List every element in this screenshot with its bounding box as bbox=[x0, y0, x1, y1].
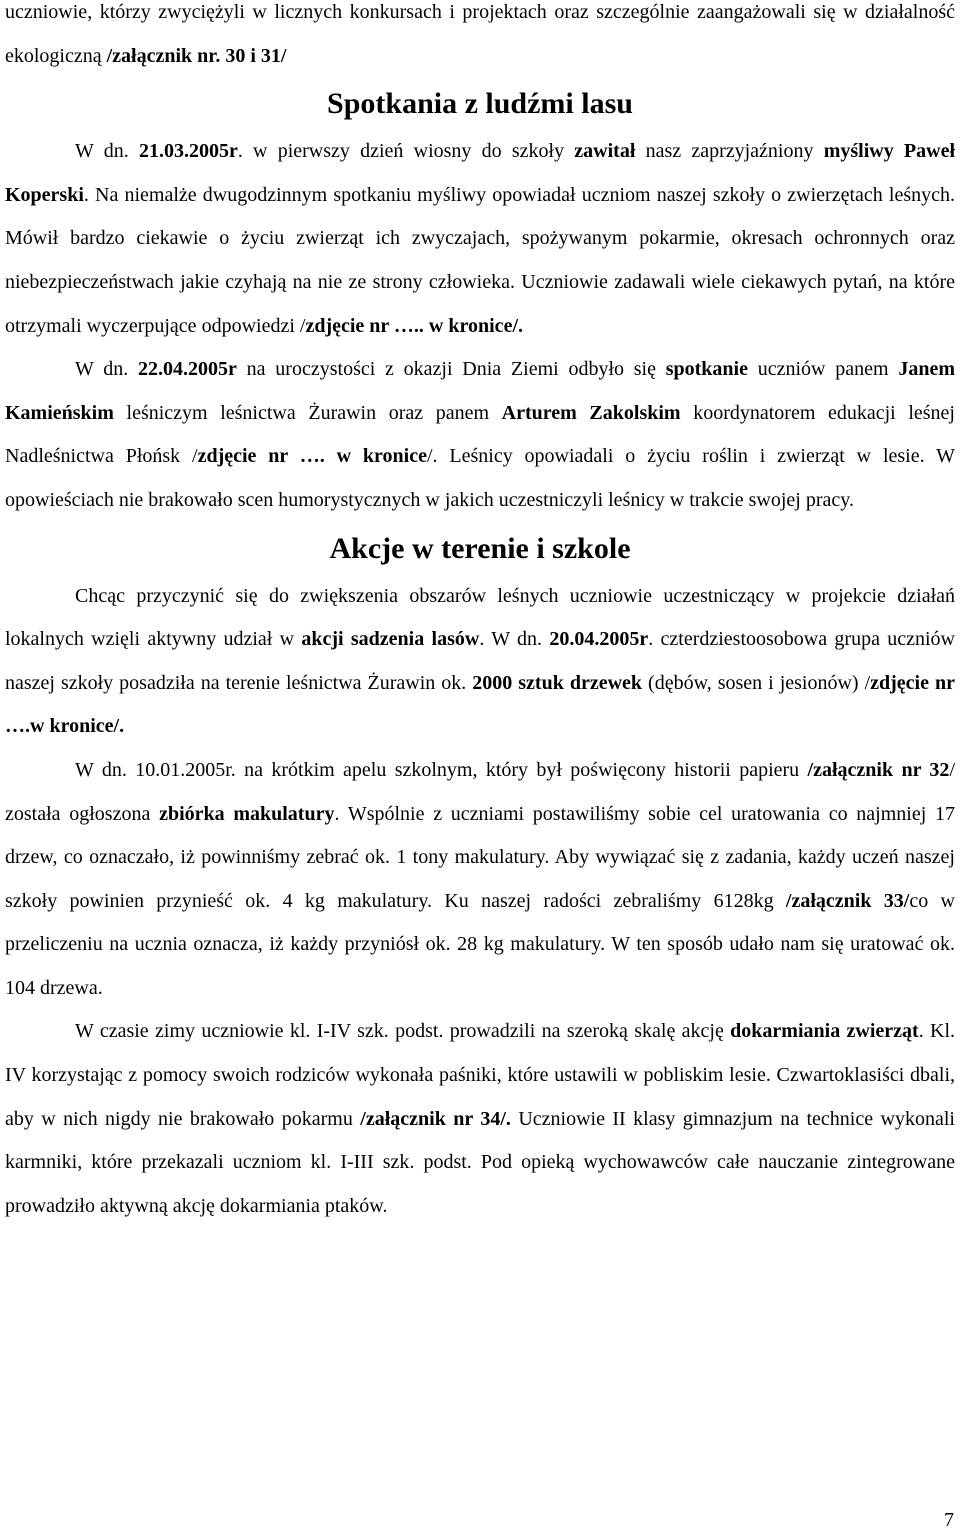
paragraph-animal-feeding bbox=[5, 1010, 955, 1228]
text-run: Chcąc przyczynić się do zwiększenia obszarów leśnych uczniowie uczestniczący w projekcie działań lokalnych wzięli aktywny udział w bbox=[5, 584, 955, 651]
date-bold: 22.04.2005r bbox=[138, 358, 237, 381]
bold-run: 2000 sztuk drzewek bbox=[472, 671, 643, 694]
date-bold: 21.03.2005r bbox=[138, 140, 238, 163]
section-heading-field-actions: Akcje w terenie i szkole bbox=[329, 531, 631, 565]
photo-reference: zdjęcie nr …. w kronice bbox=[197, 445, 427, 468]
text-run: uczniów panem bbox=[747, 358, 899, 381]
paragraph-hunter-meeting bbox=[5, 130, 955, 348]
text-run: W dn. bbox=[75, 358, 139, 381]
text-run: na uroczystości z okazji Dnia Ziemi odbyło się bbox=[236, 358, 666, 381]
photo-reference: zdjęcie nr ….w kronice/. bbox=[5, 671, 955, 738]
attachment-reference: /załącznik nr 34/. bbox=[360, 1107, 511, 1130]
text-run: W czasie zimy uczniowie kl. I-IV szk. podst. prowadzili na szeroką skalę akcję bbox=[75, 1020, 731, 1043]
paragraph-earth-day-meeting bbox=[5, 348, 955, 522]
text-run: koordynatorem edukacji leśnej Nadleśnictwa Płońsk / bbox=[5, 401, 955, 468]
text-run: co w przeliczeniu na ucznia oznacza, iż każdy przyniósł ok. 28 kg makulatury. W ten sposób udało nam się uratować ok. 104 drzewa. bbox=[5, 889, 955, 999]
attachment-reference: /załącznik 33/ bbox=[785, 889, 910, 912]
bold-run: zbiórka makulatury bbox=[159, 802, 335, 825]
paragraph-closing bbox=[5, 0, 955, 78]
text-run: Uczniowie II klasy gimnazjum na technice wykonali karmniki, które przekazali uczniom kl. I-III szk. podst. Pod opieką wychowawców całe nauczanie zintegrowane prowadziło aktywną akcję dokarmiania ptaków. bbox=[5, 1107, 955, 1217]
photo-reference: zdjęcie nr ….. w kronice/. bbox=[305, 314, 523, 337]
text-run: . Wspólnie z uczniami postawiliśmy sobie cel uratowania co najmniej 17 drzew, co oznaczało, iż powinniśmy zebrać ok. 1 tony makulatury. Aby wywiązać się z zadania, każdy uczeń naszej szkoły powinien przynieść ok. 4 kg makulatury. Ku naszej radości zebraliśmy 6128kg bbox=[5, 802, 956, 912]
text-run: . Na niemalże dwugodzinnym spotkaniu myśliwy opowiadał uczniom naszej szkoły o zwierzętach leśnych. Mówił bardzo ciekawie o życiu zwierząt ich zwyczajach, spożywanym pokarmie, okresach ochronnych oraz niebezpieczeństwach jakie czyhają na nie ze strony człowieka. Uczniowie zadawali wiele ciekawych pytań, na które otrzymali wyczerpujące odpowiedzi / bbox=[5, 183, 955, 337]
text-run: uczniowie, którzy zwyciężyli w licznych konkursach i projektach oraz szczególnie zaangażowali się w działalność ekologiczną bbox=[5, 1, 955, 67]
bold-run: dokarmiania zwierząt bbox=[730, 1020, 919, 1043]
paragraph-tree-planting bbox=[5, 575, 955, 749]
text-run: . w pierwszy dzień wiosny do szkoły bbox=[237, 140, 575, 163]
text-run: / została ogłoszona bbox=[5, 758, 955, 825]
document-page bbox=[5, 0, 955, 1228]
attachment-reference: /załącznik nr 32 bbox=[807, 758, 950, 781]
text-run: leśniczym leśnictwa Żurawin oraz panem bbox=[113, 401, 502, 424]
text-run: W dn. bbox=[75, 140, 139, 163]
person-name-bold: Janem Kamieńskim bbox=[5, 358, 955, 424]
page-number: 7 bbox=[944, 1509, 954, 1531]
bold-run: spotkanie bbox=[665, 358, 748, 381]
section-heading-forest-people: Spotkania z ludźmi lasu bbox=[327, 87, 633, 121]
attachment-reference: /załącznik nr. 30 i 31/ bbox=[106, 44, 287, 67]
text-run: . W dn. bbox=[479, 628, 550, 651]
text-run: /. Leśnicy opowiadali o życiu roślin i zwierząt w lesie. W opowieściach nie brakowało scen humorystycznych w jakich uczestniczyli leśnicy w trakcie swojej pracy. bbox=[5, 445, 955, 511]
text-run: nasz zaprzyjaźniony bbox=[635, 140, 824, 163]
person-name-bold: myśliwy Paweł Koperski bbox=[5, 140, 956, 206]
text-run: W dn. 10.01.2005r. na krótkim apelu szkolnym, który był poświęcony historii papieru bbox=[75, 758, 808, 781]
text-run: . Kl. IV korzystając z pomocy swoich rodziców wykonała paśniki, które ustawili w pobliskim lesie. Czwartoklasiści dbali, aby w nich nigdy nie brakowało pokarmu bbox=[5, 1020, 956, 1130]
bold-run: zawitał bbox=[574, 140, 636, 163]
person-name-bold: Arturem Zakolskim bbox=[501, 401, 681, 424]
date-bold: 20.04.2005r bbox=[549, 628, 649, 651]
text-run: . czterdziestoosobowa grupa uczniów naszej szkoły posadziła na terenie leśnictwa Żurawin ok. bbox=[5, 628, 955, 694]
bold-run: akcji sadzenia lasów bbox=[301, 628, 480, 651]
text-run: (dębów, sosen i jesionów) / bbox=[642, 671, 871, 694]
paragraph-paper-collection bbox=[5, 749, 955, 1011]
